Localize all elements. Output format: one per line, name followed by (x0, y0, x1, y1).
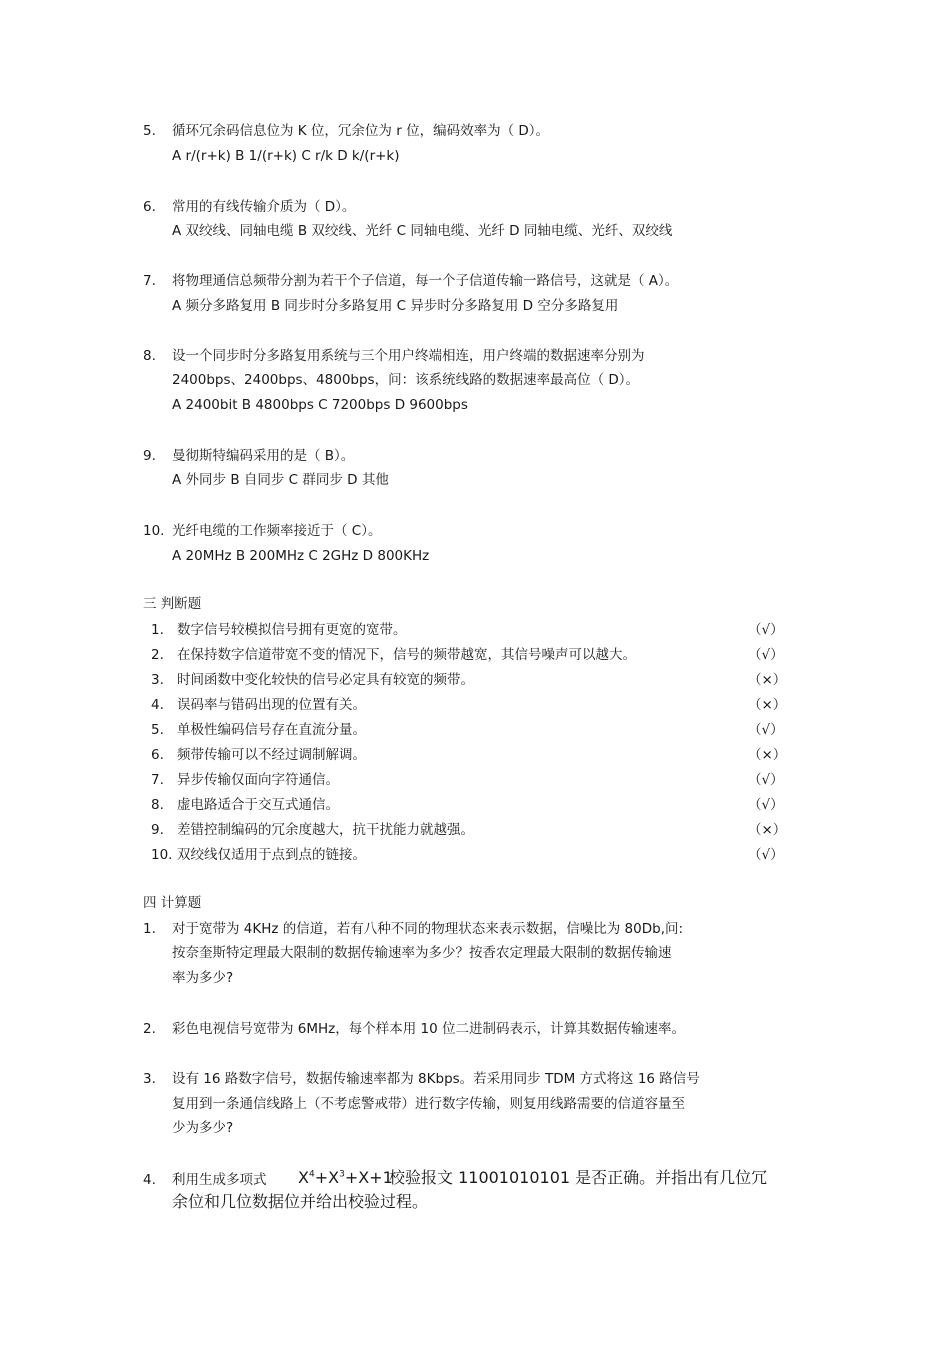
tf-answer: （×） (748, 822, 787, 838)
tf-statement: 虚电路适合于交互式通信。 (177, 797, 339, 813)
question-number: 9. (143, 448, 156, 464)
tf-answer: （√） (748, 772, 784, 788)
problem-text: 对于宽带为 4KHz 的信道，若有八种不同的物理状态来表示数据，信噪比为 80Db,问: (172, 921, 684, 937)
problem-text: 按奈奎斯特定理最大限制的数据传输速率为多少？按香农定理最大限制的数据传输速 (172, 945, 672, 961)
problem-text: 校验报文 11001010101 是否正确。并指出有几位冗 (389, 1168, 768, 1187)
tf-statement: 单极性编码信号存在直流分量。 (177, 722, 366, 738)
question-text: 设一个同步时分多路复用系统与三个用户终端相连，用户终端的数据速率分别为 (172, 348, 645, 364)
question-text: 循环冗余码信息位为 K 位，冗余位为 r 位，编码效率为（ D）。 (172, 123, 550, 139)
problem-text: 率为多少? (172, 970, 234, 986)
tf-statement: 双绞线仅适用于点到点的链接。 (177, 847, 366, 863)
tf-answer: （×） (748, 672, 787, 688)
tf-answer: （√） (748, 797, 784, 813)
tf-answer: （√） (748, 647, 784, 663)
tf-statement: 误码率与错码出现的位置有关。 (177, 697, 366, 713)
tf-answer: （√） (748, 847, 784, 863)
problem-number: 2. (143, 1021, 156, 1037)
tf-statement: 频带传输可以不经过调制解调。 (177, 747, 366, 763)
problem-text: 少为多少? (172, 1120, 234, 1136)
tf-answer: （√） (748, 622, 784, 638)
problem-text: 余位和几位数据位并给出校验过程。 (172, 1192, 429, 1211)
question-number: 5. (143, 123, 156, 139)
tf-number: 3. (151, 672, 164, 688)
problem-number: 4. (143, 1172, 156, 1188)
tf-statement: 差错控制编码的冗余度越大，抗干扰能力就越强。 (177, 822, 474, 838)
tf-statement: 时间函数中变化较快的信号必定具有较宽的频带。 (177, 672, 474, 688)
question-number: 6. (143, 199, 156, 215)
tf-answer: （×） (748, 747, 787, 763)
question-options: A 频分多路复用 B 同步时分多路复用 C 异步时分多路复用 D 空分多路复用 (172, 298, 619, 314)
tf-number: 10. (151, 847, 173, 863)
tf-answer: （√） (748, 722, 784, 738)
question-text: 曼彻斯特编码采用的是（ B）。 (172, 448, 355, 464)
problem-text: 彩色电视信号宽带为 6MHz，每个样本用 10 位二进制码表示，计算其数据传输速率。 (172, 1021, 686, 1037)
section-heading: 三 判断题 (143, 596, 202, 612)
section-heading: 四 计算题 (143, 895, 202, 911)
question-text: 光纤电缆的工作频率接近于（ C）。 (172, 523, 382, 539)
tf-number: 2. (151, 647, 164, 663)
problem-text: 设有 16 路数字信号，数据传输速率都为 8Kbps。若采用同步 TDM 方式将这 16 路信号 (172, 1071, 700, 1087)
problem-number: 1. (143, 921, 156, 937)
tf-number: 9. (151, 822, 164, 838)
tf-number: 8. (151, 797, 164, 813)
generator-polynomial: $X^4+X^3+X+1$ (298, 1168, 393, 1187)
problem-number: 3. (143, 1071, 156, 1087)
question-options: A 双绞线、同轴电缆 B 双绞线、光纤 C 同轴电缆、光纤 D 同轴电缆、光纤、双绞线 (172, 223, 673, 239)
question-text: 2400bps、2400bps、4800bps，问：该系统线路的数据速率最高位（ D）。 (172, 372, 640, 388)
question-number: 7. (143, 273, 156, 289)
question-options: A 外同步 B 自同步 C 群同步 D 其他 (172, 472, 389, 488)
question-options: A 2400bit B 4800bps C 7200bps D 9600bps (172, 397, 468, 413)
tf-statement: 异步传输仅面向字符通信。 (177, 772, 339, 788)
question-options: A 20MHz B 200MHz C 2GHz D 800KHz (172, 548, 430, 564)
question-text: 常用的有线传输介质为（ D）。 (172, 199, 356, 215)
tf-number: 5. (151, 722, 164, 738)
tf-number: 4. (151, 697, 164, 713)
tf-number: 1. (151, 622, 164, 638)
problem-text: 复用到一条通信线路上（不考虑警戒带）进行数字传输，则复用线路需要的信道容量至 (172, 1096, 685, 1112)
tf-statement: 数字信号较模拟信号拥有更宽的宽带。 (177, 622, 407, 638)
question-text: 将物理通信总频带分割为若干个子信道，每一个子信道传输一路信号，这就是（ A）。 (172, 273, 679, 289)
question-options: A r/(r+k) B 1/(r+k) C r/k D k/(r+k) (172, 148, 400, 164)
tf-number: 6. (151, 747, 164, 763)
tf-number: 7. (151, 772, 164, 788)
question-number: 10. (143, 523, 165, 539)
problem-lead: 利用生成多项式 (172, 1172, 267, 1188)
tf-statement: 在保持数字信道带宽不变的情况下，信号的频带越宽，其信号噪声可以越大。 (177, 647, 636, 663)
question-number: 8. (143, 348, 156, 364)
tf-answer: （×） (748, 697, 787, 713)
